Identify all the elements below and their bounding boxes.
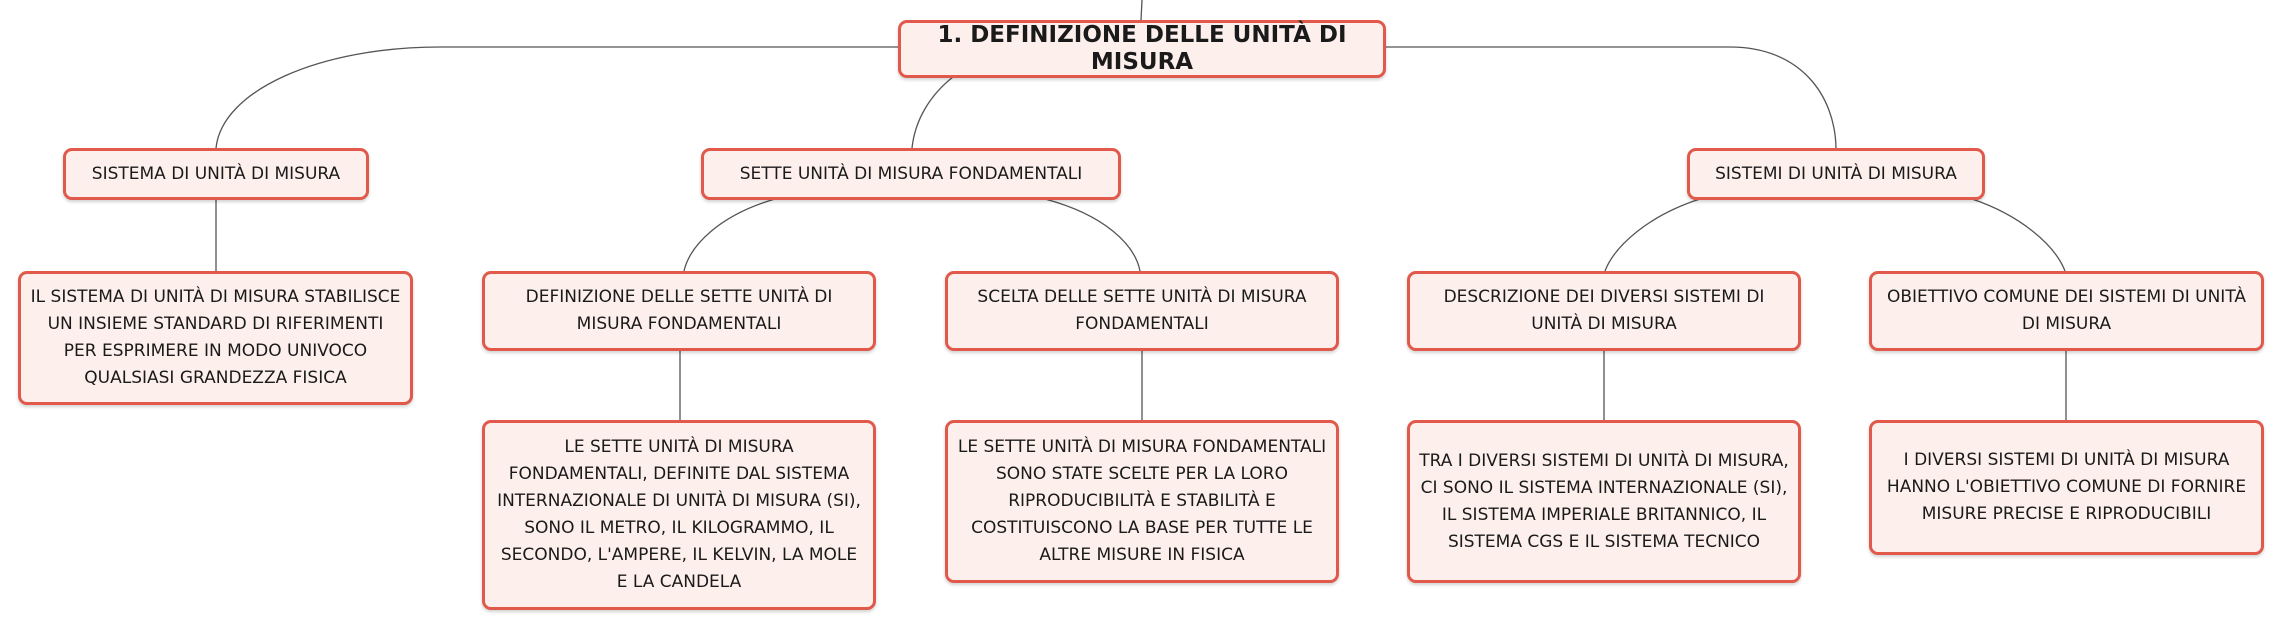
- connector-parent: [1141, 0, 1142, 20]
- topic-label: SCELTA DELLE SETTE UNITÀ DI MISURA FONDAMENTALI: [977, 287, 1307, 334]
- connector-branch-3-child-1: [1605, 199, 1700, 271]
- root-topic[interactable]: [898, 20, 1386, 78]
- detail-text: TRA I DIVERSI SISTEMI DI UNITÀ DI MISURA, CI SONO IL SISTEMA INTERNAZIONALE (SI), IL SISTEMA IMPERIALE BRITANNICO, IL SISTEMA CGS E IL SISTEMA TECNICO: [1419, 450, 1789, 552]
- branch-label: SETTE UNITÀ DI MISURA FONDAMENTALI: [739, 163, 1083, 184]
- connector-branch-2-child-2: [1045, 199, 1140, 271]
- connector-branch-2-child-1: [684, 199, 775, 271]
- branch-sistema-unita[interactable]: [63, 148, 369, 200]
- detail-text: I DIVERSI SISTEMI DI UNITÀ DI MISURA HANNO L'OBIETTIVO COMUNE DI FORNIRE MISURE PRECISE E RIPRODUCIBILI: [1886, 450, 2247, 524]
- topic-obiettivo-comune[interactable]: [1869, 271, 2264, 351]
- branch-sistemi-unita[interactable]: [1687, 148, 1985, 200]
- detail-scelta-sette-unita[interactable]: [945, 420, 1339, 583]
- detail-obiettivo-comune[interactable]: [1869, 420, 2264, 555]
- detail-definizione-sette-unita[interactable]: [482, 420, 876, 610]
- topic-label: DEFINIZIONE DELLE SETTE UNITÀ DI MISURA FONDAMENTALI: [525, 287, 833, 334]
- topic-label: OBIETTIVO COMUNE DEI SISTEMI DI UNITÀ DI MISURA: [1886, 287, 2247, 334]
- detail-text: LE SETTE UNITÀ DI MISURA FONDAMENTALI, DEFINITE DAL SISTEMA INTERNAZIONALE DI UNITÀ DI MISURA (SI), SONO IL METRO, IL KILOGRAMMO, IL SECONDO, L'AMPERE, IL KELVIN, LA MOLE E LA CANDELA: [497, 437, 861, 592]
- topic-label: DESCRIZIONE DEI DIVERSI SISTEMI DI UNITÀ DI MISURA: [1443, 287, 1765, 334]
- root-topic-label: 1. DEFINIZIONE DELLE UNITÀ DI MISURA: [937, 22, 1347, 75]
- branch-label: SISTEMI DI UNITÀ DI MISURA: [1715, 163, 1957, 184]
- connector-root-branch-2: [912, 77, 953, 148]
- branch-sette-unita[interactable]: [701, 148, 1121, 200]
- topic-definizione-sette-unita[interactable]: [482, 271, 876, 351]
- connector-root-branch-3: [1385, 47, 1836, 148]
- detail-descrizione-sistemi[interactable]: [1407, 420, 1801, 583]
- topic-descrizione-sistemi[interactable]: [1407, 271, 1801, 351]
- connector-root-branch-1: [216, 47, 898, 148]
- topic-label: IL SISTEMA DI UNITÀ DI MISURA STABILISCE UN INSIEME STANDARD DI RIFERIMENTI PER ESPRIMERE IN MODO UNIVOCO QUALSIASI GRANDEZZA FISICA: [30, 287, 401, 388]
- connector-branch-3-child-2: [1972, 199, 2065, 271]
- topic-sistema-unita-definizione[interactable]: [18, 271, 413, 405]
- topic-scelta-sette-unita[interactable]: [945, 271, 1339, 351]
- branch-label: SISTEMA DI UNITÀ DI MISURA: [91, 163, 341, 184]
- detail-text: LE SETTE UNITÀ DI MISURA FONDAMENTALI SONO STATE SCELTE PER LA LORO RIPRODUCIBILITÀ E STABILITÀ E COSTITUISCONO LA BASE PER TUTTE LE ALTRE MISURE IN FISICA: [957, 437, 1327, 565]
